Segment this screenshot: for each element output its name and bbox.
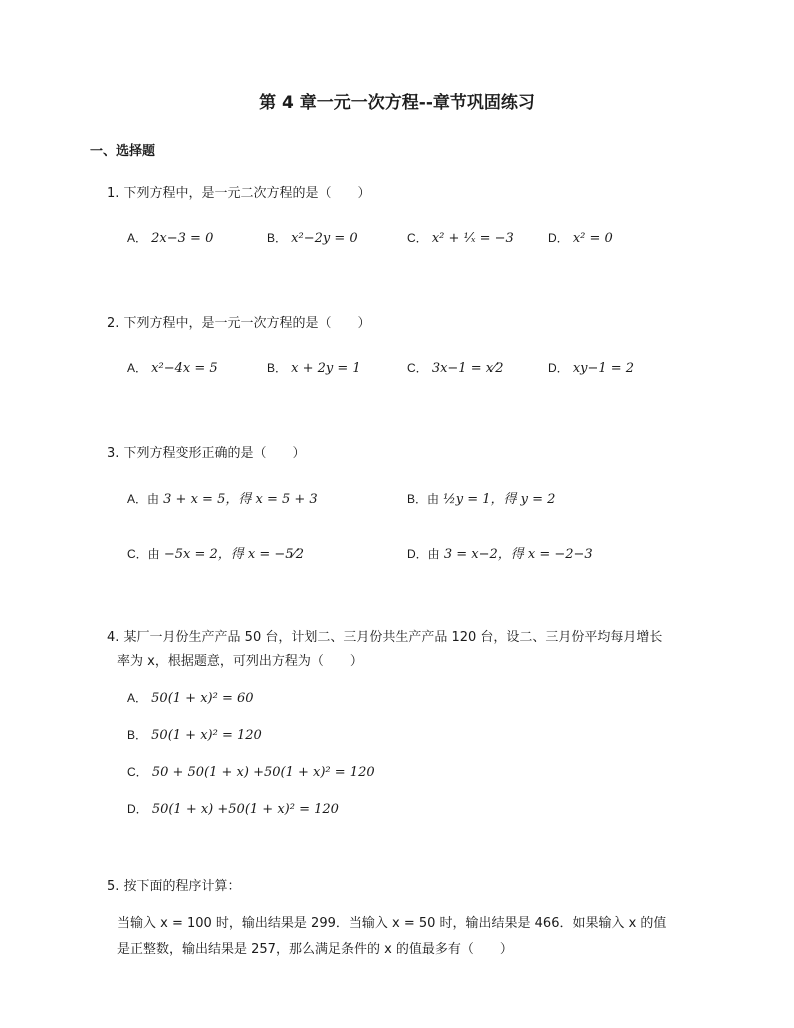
question-5-body-line-1: 当输入 x = 100 时，输出结果是 299．当输入 x = 50 时，输出结果是 466．如果输入 x 的值 [117,916,667,931]
option-label: B． [267,231,288,245]
q1-option-b [267,229,358,246]
q3-option-c [127,543,304,562]
option-label: A． [127,361,148,375]
option-expression: ½y = 1，得 y = 2 [443,492,556,507]
option-label: B． [127,728,148,742]
q4-option-a [127,689,254,706]
q2-option-a [127,359,218,376]
q3-option-d [407,543,593,562]
option-label: D． [127,802,148,816]
q2-option-c [407,359,504,376]
option-expression: 50(1 + x)² = 60 [151,691,254,706]
q3-option-a [127,488,318,507]
option-expression: x + 2y = 1 [291,361,361,376]
option-expression: 50 + 50(1 + x) +50(1 + x)² = 120 [151,765,375,780]
option-expression: xy−1 = 2 [572,361,635,376]
page-title: 第 4 章一元一次方程--章节巩固练习 [259,93,535,113]
option-label: C． [407,231,428,245]
option-label: D． [548,231,569,245]
option-label: A．由 [127,492,160,506]
question-3-stem: 3. 下列方程变形正确的是（ ） [107,446,306,461]
option-expression: −5x = 2，得 x = −5⁄2 [163,547,304,562]
option-expression: 3 = x−2，得 x = −2−3 [443,547,593,562]
option-label: D．由 [407,547,440,561]
q1-option-c [407,229,514,246]
option-expression: x²−4x = 5 [151,361,218,376]
q4-option-d [127,800,339,817]
option-label: D． [548,361,569,375]
option-label: C． [127,765,148,779]
option-expression: 3x−1 = x⁄2 [431,361,504,376]
q3-option-b [407,488,555,507]
q1-option-d [548,229,613,246]
question-5-stem: 5. 按下面的程序计算： [107,879,241,894]
q4-option-b [127,726,262,743]
section-heading: 一、选择题 [90,144,156,159]
q2-option-b [267,359,361,376]
option-expression: 50(1 + x) +50(1 + x)² = 120 [151,802,339,817]
q1-option-a [127,229,213,246]
option-expression: x² + ¹⁄ₓ = −3 [431,231,514,246]
question-4-stem-line-2: 率为 x，根据题意，可列出方程为（ ） [117,654,363,669]
option-expression: x²−2y = 0 [291,231,358,246]
option-expression: 2x−3 = 0 [151,231,214,246]
option-label: A． [127,691,148,705]
q2-option-d [548,359,634,376]
option-expression: x² = 0 [572,231,613,246]
option-label: C． [407,361,428,375]
question-5-body-line-2: 是正整数，输出结果是 257，那么满足条件的 x 的值最多有（ ） [117,942,513,957]
q4-option-c [127,763,375,780]
question-4-stem-line-1: 4. 某厂一月份生产产品 50 台，计划二、三月份共生产产品 120 台，设二、三月份平均每月增长 [107,630,663,645]
option-expression: 3 + x = 5，得 x = 5 + 3 [163,492,318,507]
option-label: C．由 [127,547,160,561]
question-2-stem: 2. 下列方程中，是一元一次方程的是（ ） [107,316,371,331]
option-expression: 50(1 + x)² = 120 [151,728,262,743]
question-1-stem: 1. 下列方程中，是一元二次方程的是（ ） [107,186,371,201]
option-label: A． [127,231,148,245]
option-label: B．由 [407,492,440,506]
option-label: B． [267,361,288,375]
